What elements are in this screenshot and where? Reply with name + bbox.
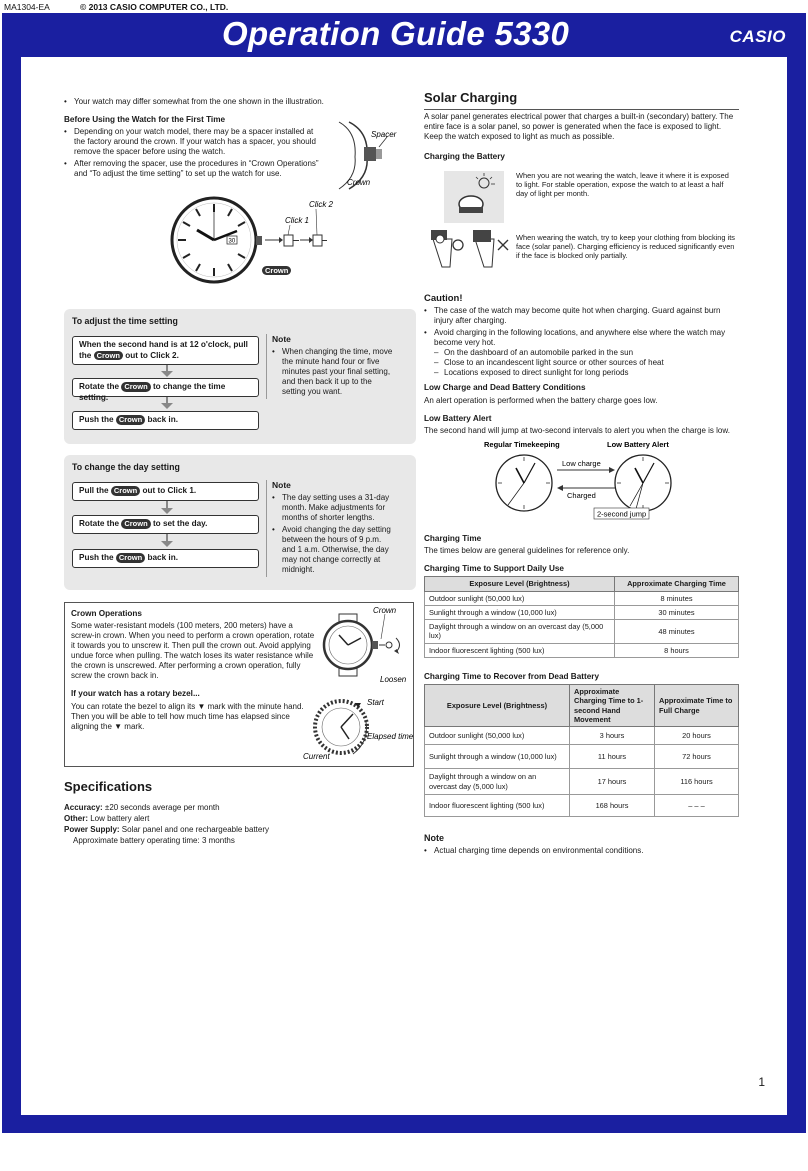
adjust-step-1	[72, 336, 259, 365]
table-cell: Indoor fluorescent lighting (500 lux)	[425, 643, 615, 657]
spec-battery-time: Approximate battery operating time: 3 months	[73, 836, 235, 846]
first-time-section	[64, 115, 319, 179]
crown-pill: Crown	[94, 351, 123, 361]
note-bullet: • When changing the time, move the minute hand four or five minutes past your final setting, and then back it up to the setting you want.	[272, 347, 396, 397]
table-row	[425, 605, 739, 619]
step-text: back in.	[147, 415, 178, 424]
step-arrow	[161, 403, 173, 409]
page-body	[21, 57, 787, 1115]
table-cell: 20 hours	[655, 727, 739, 745]
sleeve-comparison-icon	[428, 227, 513, 272]
intro-bullet: • Your watch may differ somewhat from the one shown in the illustration.	[64, 97, 414, 107]
crown-ops-heading: Crown Operations	[71, 609, 142, 618]
first-time-bullet: • After removing the spacer, use the procedures in “Crown Operations” and “To adjust the time setting” to set up the watch for use.	[64, 159, 319, 179]
table-row	[425, 769, 739, 795]
low-charge-heading: Low Charge and Dead Battery Conditions	[424, 383, 586, 393]
bezel-heading: If your watch has a rotary bezel...	[71, 689, 200, 699]
table-row	[425, 620, 739, 644]
step-arrow	[161, 541, 173, 547]
day-step-1	[72, 482, 259, 501]
table-row	[425, 591, 739, 605]
step-text: When the second hand is at 12 o'clock, pull the	[79, 340, 248, 360]
lba-heading: Low Battery Alert	[424, 413, 492, 423]
note-bullet: • Avoid changing the day setting between the hours of 9 p.m. and 1 a.m. Otherwise, the day may not change correctly at midnight.	[272, 525, 396, 575]
charging-row-1	[424, 165, 739, 225]
doc-code: MA1304-EA	[4, 2, 50, 12]
jump-label: 2-second jump	[597, 509, 647, 519]
day-step-3	[72, 549, 259, 568]
table-header: Approximate Charging Time	[615, 577, 739, 591]
crown-tag: Crown	[262, 266, 291, 275]
note-bullet: • The day setting uses a 31-day month. Make adjustments for months of shorter lengths.	[272, 493, 396, 523]
elapsed-label: Elapsed time	[367, 732, 414, 741]
daily-heading: Charging Time to Support Daily Use	[424, 564, 564, 574]
copyright: © 2013 CASIO COMPUTER CO., LTD.	[80, 2, 229, 12]
table-cell: Indoor fluorescent lighting (500 lux)	[425, 795, 570, 817]
caution-dash: – Locations exposed to direct sunlight for long periods	[424, 368, 739, 378]
table-cell: 30 minutes	[615, 605, 739, 619]
first-time-bullet: • Depending on your watch model, there may be a spacer installed at the factory around the crown. If your watch has a spacer, you should remove the spacer before using the watch.	[64, 127, 319, 157]
spec-accuracy: Accuracy: ±20 seconds average per month	[64, 803, 220, 813]
crown-pill: Crown	[121, 519, 150, 529]
change-day-heading: To change the day setting	[72, 462, 180, 472]
crown-ops-text: Some water-resistant models (100 meters, 200 meters) have a screw-in crown. When you need to perform a crown operation, rotate it towards you to unscrew it. Then pull the crown out. Avoid applying undue force when pulling. The watch loses its water resistance while the crown is unscrewed. After performing a crown operation, fully screw the crown back in.	[71, 621, 315, 681]
charging-heading: Charging the Battery	[424, 152, 505, 162]
note-title: Note	[272, 334, 291, 344]
first-time-heading: Before Using the Watch for the First Time	[64, 115, 226, 124]
crown-ops-crown-label: Crown	[373, 606, 397, 615]
solar-heading: Solar Charging	[424, 90, 518, 105]
solar-intro: A solar panel generates electrical power that charges a built-in (secondary) battery. The entire face is a solar panel, so power is generated when the face is exposed to light. Keep the watch exposed to light as much as possible.	[424, 112, 734, 142]
table-cell: 3 hours	[570, 727, 655, 745]
header-meta	[4, 2, 229, 13]
title-bar	[2, 13, 806, 53]
table-cell: 11 hours	[570, 745, 655, 769]
charging-text-2: When wearing the watch, try to keep your clothing from blocking its face (solar panel). Charging efficiency is reduced significantly even if the face is blocked only partially.	[516, 232, 735, 260]
table-cell: Sunlight through a window (10,000 lux)	[425, 605, 615, 619]
low-charge-text: An alert operation is performed when the battery charge goes low.	[424, 395, 658, 405]
table-header-row	[425, 685, 739, 727]
table-cell: Sunlight through a window (10,000 lux)	[425, 745, 570, 769]
low-charge-arrow-label: Low charge	[562, 458, 601, 468]
spec-other: Other: Low battery alert	[64, 814, 150, 824]
crown-pill: Crown	[111, 486, 140, 496]
table-row	[425, 727, 739, 745]
lba-text: The second hand will jump at two-second intervals to alert you when the charge is low.	[424, 425, 730, 435]
sunlit-watch-icon	[444, 171, 504, 223]
table-cell: Outdoor sunlight (50,000 lux)	[425, 727, 570, 745]
date-window: 30	[228, 238, 236, 245]
day-step-2	[72, 515, 259, 534]
ct-heading: Charging Time	[424, 533, 482, 543]
current-label: Current	[303, 752, 330, 761]
step-text: out to Click 1.	[142, 486, 197, 495]
low-battery-diagram	[424, 438, 739, 528]
start-label: Start	[367, 698, 384, 707]
table-row	[425, 643, 739, 657]
crown-pill: Crown	[116, 415, 145, 425]
caution-dash: – On the dashboard of an automobile parked in the sun	[424, 348, 739, 358]
table-cell: 8 minutes	[615, 591, 739, 605]
rule	[424, 109, 739, 110]
day-note	[272, 480, 396, 577]
adjust-step-2	[72, 378, 259, 402]
spec-power: Power Supply: Solar panel and one rechargeable battery	[64, 825, 270, 835]
solar-note-title: Note	[424, 833, 444, 844]
table-cell: – – –	[655, 795, 739, 817]
loosen-label: Loosen	[380, 675, 407, 684]
step-text: Push the	[79, 415, 114, 424]
spacer-illustration	[329, 117, 401, 192]
table-cell: Outdoor sunlight (50,000 lux)	[425, 591, 615, 605]
step-text: to set the day.	[152, 519, 208, 528]
step-text: Rotate the	[79, 519, 120, 528]
caution-bullet: • The case of the watch may become quite hot when charging. Guard against burn injury after charging.	[424, 306, 739, 326]
step-arrow	[161, 371, 173, 377]
caution-heading: Caution!	[424, 292, 463, 304]
step-text: Push the	[79, 553, 114, 562]
adjust-note	[272, 334, 396, 399]
table-header: Exposure Level (Brightness)	[425, 577, 615, 591]
crown-pill: Crown	[116, 553, 145, 563]
step-arrow	[161, 508, 173, 514]
bezel-text: You can rotate the bezel to align its ▼ mark with the minute hand. Then you will be able to tell how much time has elapsed since aligning the ▼ mark.	[71, 701, 304, 731]
step-text: out to Click 2.	[125, 350, 179, 360]
dead-battery-table	[424, 684, 739, 817]
specs-heading: Specifications	[64, 779, 153, 794]
table-cell: 8 hours	[615, 643, 739, 657]
charging-row-2	[424, 225, 739, 277]
click1-label: Click 1	[285, 216, 310, 225]
solar-note: • Actual charging time depends on environmental conditions.	[424, 846, 739, 856]
table-cell: 48 minutes	[615, 620, 739, 644]
ct-text: The times below are general guidelines for reference only.	[424, 546, 630, 556]
table-cell: 116 hours	[655, 769, 739, 795]
step-text: back in.	[147, 553, 178, 562]
daily-charging-table	[424, 576, 739, 658]
table-cell: Daylight through a window on an overcast day (5,000 lux)	[425, 620, 615, 644]
table-cell: Daylight through a window on an overcast day (5,000 lux)	[425, 769, 570, 795]
charging-text-1: When you are not wearing the watch, leave it where it is exposed to light. For stable operation, expose the watch to at least a half day of light per month.	[516, 170, 729, 198]
table-row	[425, 745, 739, 769]
table-header: Exposure Level (Brightness)	[425, 685, 570, 727]
step-text: Rotate the	[79, 382, 120, 391]
caution-dash: – Close to an incandescent light source or other sources of heat	[424, 358, 739, 368]
step-text: to change the time setting.	[79, 382, 226, 402]
spacer-label: Spacer	[371, 130, 397, 139]
caution-bullet: • Avoid charging in the following locations, and anywhere else where the watch may become very hot.	[424, 328, 739, 348]
lba-label: Low Battery Alert	[607, 439, 669, 449]
table-header: Approximate Time to Full Charge	[655, 685, 739, 727]
adjust-time-heading: To adjust the time setting	[72, 316, 178, 326]
click2-label: Click 2	[309, 200, 334, 209]
page-number: 1	[758, 1075, 765, 1089]
table-cell: 168 hours	[570, 795, 655, 817]
table-cell: 17 hours	[570, 769, 655, 795]
table-row	[425, 795, 739, 817]
brand-logo: CASIO	[729, 27, 786, 46]
regular-label: Regular Timekeeping	[484, 439, 560, 449]
note-title: Note	[272, 480, 291, 490]
right-column	[424, 90, 739, 858]
step-text: Pull the	[79, 486, 109, 495]
page-title: Operation Guide 5330	[222, 15, 570, 52]
crown-pill: Crown	[121, 382, 150, 392]
crown-label: Crown	[347, 178, 371, 187]
charged-arrow-label: Charged	[567, 490, 596, 500]
dead-heading: Charging Time to Recover from Dead Battery	[424, 671, 600, 681]
table-header: Approximate Charging Time to 1-second Hand Movement	[570, 685, 655, 727]
change-day-box	[64, 455, 416, 590]
crown-illustrations	[303, 602, 416, 767]
table-cell: 72 hours	[655, 745, 739, 769]
adjust-step-3	[72, 411, 259, 430]
specifications	[64, 779, 414, 847]
table-header-row	[425, 577, 739, 591]
adjust-time-box	[64, 309, 416, 444]
